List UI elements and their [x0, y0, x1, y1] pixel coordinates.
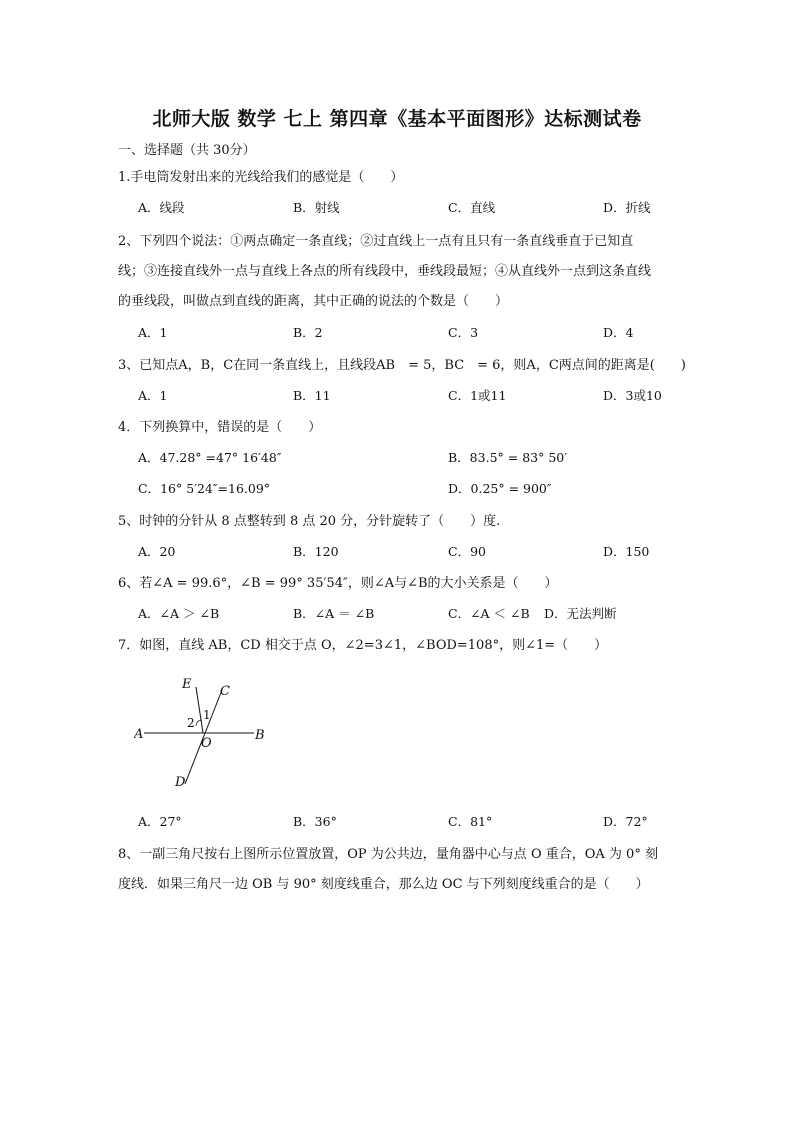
- q4-option-d: D．0.25° = 900″: [448, 481, 552, 496]
- q7-option-d: D．72°: [603, 814, 648, 829]
- label-a: A: [134, 727, 144, 742]
- q2-option-b: B．2: [293, 325, 323, 340]
- intersecting-lines-figure: [134, 672, 274, 792]
- q3-option-c: C．1或11: [448, 388, 507, 403]
- question-8-line-1: 8、一副三角尺按右上图所示位置放置，OP 为公共边，量角器中心与点 O 重合，OA 为 0° 刻: [118, 847, 658, 862]
- label-c: C: [220, 684, 230, 699]
- q6-option-a: A．∠A ＞ ∠B: [138, 606, 220, 621]
- q3-option-b: B．11: [293, 388, 331, 403]
- section-heading: 一、选择题（共 30分）: [118, 143, 256, 158]
- question-4: 4．下列换算中，错误的是（ ）: [118, 420, 322, 435]
- q3-option-a: A．1: [138, 388, 168, 403]
- ray-oe: [196, 687, 203, 733]
- question-2-line-3: 的垂线段，叫做点到直线的距离，其中正确的说法的个数是（ ）: [118, 294, 509, 309]
- q2-option-d: D．4: [603, 325, 634, 340]
- q5-option-d: D．150: [603, 544, 650, 559]
- label-e: E: [182, 677, 192, 692]
- q2-option-c: C．3: [448, 325, 479, 340]
- q5-option-b: B．120: [293, 544, 339, 559]
- q6-option-d: D．无法判断: [544, 606, 617, 621]
- q1-option-c: C．直线: [448, 200, 496, 215]
- label-o: O: [201, 736, 212, 751]
- question-2-line-2: 线；③连接直线外一点与直线上各点的所有线段中，垂线段最短；④从直线外一点到这条直线: [118, 264, 652, 279]
- q1-option-d: D．折线: [603, 200, 651, 215]
- q4-option-b: B．83.5° = 83° 50′: [448, 450, 568, 465]
- q6-option-c: C．∠A ＜ ∠B: [448, 606, 530, 621]
- q1-option-b: B．射线: [293, 200, 340, 215]
- label-b: B: [255, 728, 265, 743]
- question-8-line-2: 度线．如果三角尺一边 OB 与 90° 刻度线重合，那么边 OC 与下列刻度线重合的是（ ）: [118, 877, 649, 892]
- question-2-line-1: 2、下列四个说法：①两点确定一条直线；②过直线上一点有且只有一条直线垂直于已知直: [118, 234, 634, 249]
- label-d: D: [175, 775, 186, 790]
- q4-option-a: A．47.28° =47° 16′48″: [138, 450, 282, 465]
- q5-option-c: C．90: [448, 544, 486, 559]
- q5-option-a: A．20: [138, 544, 176, 559]
- q7-option-a: A．27°: [138, 814, 182, 829]
- question-7: 7．如图，直线 AB，CD 相交于点 O，∠2=3∠1，∠BOD=108°，则∠1=（ ）: [118, 638, 608, 653]
- q3-option-d: D．3或10: [603, 388, 662, 403]
- q7-option-b: B．36°: [293, 814, 337, 829]
- label-angle-1: 1: [203, 708, 211, 722]
- question-5: 5、时钟的分针从 8 点整转到 8 点 20 分，分针旋转了（ ）度.: [118, 514, 501, 529]
- q7-option-c: C．81°: [448, 814, 493, 829]
- page-title: 北师大版 数学 七上 第四章《基本平面图形》达标测试卷: [152, 108, 642, 130]
- label-angle-2: 2: [187, 716, 195, 730]
- question-6: 6、若∠A = 99.6°，∠B = 99° 35′54″，则∠A与∠B的大小关系是（ ）: [118, 576, 558, 591]
- question-3: 3、已知点A，B，C在同一条直线上，且线段AB = 5，BC = 6，则A，C两点间的距离是( ): [118, 358, 686, 373]
- q1-option-a: A．线段: [138, 200, 185, 215]
- q6-option-b: B．∠A ＝ ∠B: [293, 606, 375, 621]
- question-1: 1.手电筒发射出来的光线给我们的感觉是（ ）: [118, 170, 404, 185]
- q4-option-c: C．16° 5′24″=16.09°: [138, 481, 271, 496]
- q2-option-a: A．1: [138, 325, 168, 340]
